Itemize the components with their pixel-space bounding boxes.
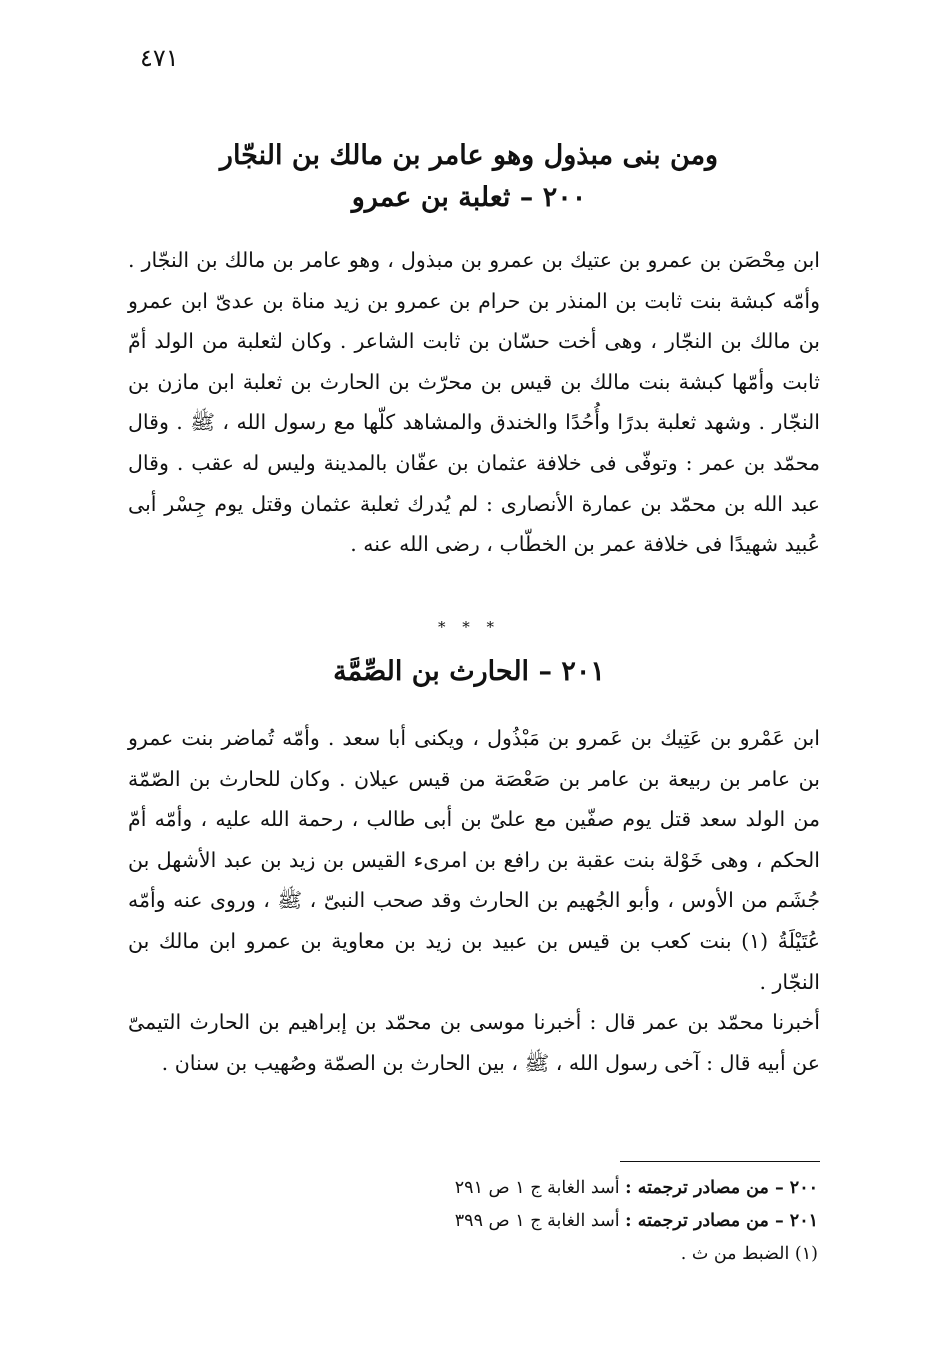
entry-201-paragraph-2: أخبرنا محمّد بن عمر قال : أخبرنا موسى بن محمّد بن إبراهيم بن الحارث التيمىّ عن أبيه قال : آخى رسول الله ، ﷺ ، بين الحارث بن الصمّة وصُهيب بن سنان .: [128, 1010, 820, 1075]
footnote-text: أسد الغابة ج ١ ص ٢٩١: [454, 1178, 620, 1198]
entry-200-body: [128, 240, 820, 565]
footnote-label: ٢٠٠ – من مصادر ترجمته :: [625, 1178, 818, 1198]
entry-201-body: [128, 718, 820, 1083]
section-separator: * * *: [437, 618, 501, 636]
footnote-item: [300, 1238, 818, 1271]
footnote-text: (١) الضبط من ث .: [680, 1244, 818, 1264]
entry-200-title: ٢٠٠ – ثعلبة بن عمرو: [351, 182, 587, 213]
entry-200-paragraph: ابن مِحْصَن بن عمرو بن عتيك بن عمرو بن مبذول ، وهو عامر بن مالك بن النجّار . وأمّه كبشة بنت ثابت بن المنذر بن حرام بن عمرو بن زيد مناة بن عدىّ ابن عمرو بن مالك بن النجّار ، وهى أخت حسّان بن ثابت الشاعر . وكان لثعلبة من الولد أمّ ثابت وأمّها كبشة بنت مالك بن قيس بن محرّث بن الحارث بن ثعلبة ابن مازن بن النجّار . وشهد ثعلبة بدرًا وأُحُدًا والخندق والمشاهد كلّها مع رسول الله ، ﷺ . وقال محمّد بن عمر : وتوفّى فى خلافة عثمان بن عفّان بالمدينة وليس له عقب . وقال عبد الله بن محمّد بن عمارة الأنصارى : لم يُدرك ثعلبة عثمان وقتل يوم جِسْر أبى عُبيد شهيدًا فى خلافة عمر بن الخطّاب ، رضى الله عنه .: [128, 248, 820, 557]
footnote-rule: [620, 1161, 820, 1162]
footnote-item: [300, 1205, 818, 1238]
section-heading: ومن بنى مبذول وهو عامر بن مالك بن النجّار: [219, 140, 719, 171]
entry-201-paragraph: ابن عَمْرو بن عَتِيك بن عَمرو بن مَبْذُول ، ويكنى أبا سعد . وأمّه تُماضر بنت عمرو بن عامر بن ربيعة بن عامر بن صَعْصَة من قيس عيلان . وكان للحارث بن الصّمّة من الولد سعد قتل يوم صفّين مع علىّ بن أبى طالب ، رحمة الله عليه ، وأمّه أمّ الحكم ، وهى خَوْلة بنت عقبة بن رافع بن امرىء القيس بن زيد بن عبد الأشهل بن جُشَم من الأوس ، وأبو الجُهيم بن الحارث وقد صحب النبىّ ، ﷺ ، وروى عنه وأمّه عُتَيْلَةُ (١) بنت كعب بن قيس بن عبيد بن زيد بن معاوية بن عمرو ابن مالك بن النجّار .: [128, 726, 820, 994]
page-number: ٤٧١: [140, 44, 179, 72]
footnote-label: ٢٠١ – من مصادر ترجمته :: [625, 1211, 818, 1231]
entry-201-title: ٢٠١ – الحارث بن الصِّمَّة: [333, 656, 605, 687]
footnotes: [300, 1172, 818, 1271]
footnote-item: [300, 1172, 818, 1205]
footnote-text: أسد الغابة ج ١ ص ٣٩٩: [454, 1211, 620, 1231]
